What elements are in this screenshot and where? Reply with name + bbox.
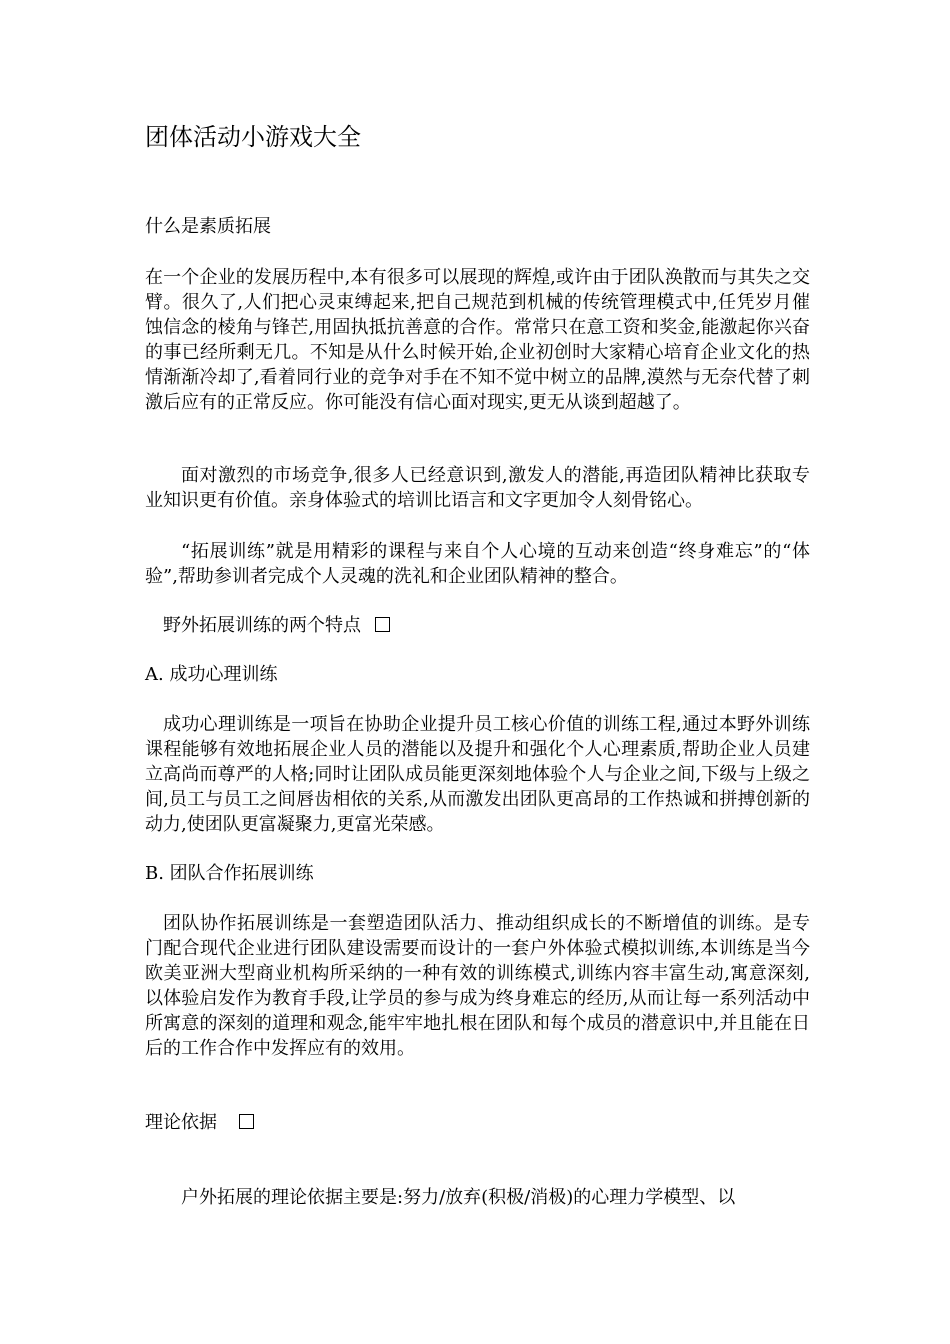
paragraph-success-psychology: 成功心理训练是一项旨在协助企业提升员工核心价值的训练工程,通过本野外训练课程能够有效地拓展企业人员的潜能以及提升和强化个人心理素质,帮助企业人员建立高尚而尊严的人格;同时让团队成员能更深刻地体验个人与企业之间,下级与上级之间,员工与员工之间唇齿相依的关系,从而激发出团队更高昂的工作热诚和拼搏创新的动力,使团队更富凝聚力,更富光荣感。 — [145, 714, 810, 835]
paragraph-expansion-definition: “拓展训练”就是用精彩的课程与来自个人心境的互动来创造“终身难忘”的“体验”,帮助参训者完成个人灵魂的洗礼和企业团队精神的整合。 — [145, 541, 810, 587]
section-heading-theory-basis — [145, 1110, 254, 1135]
paragraph-competition: 面对激烈的市场竞争,很多人已经意识到,激发人的潜能,再造团队精神比获取专业知识更有价值。亲身体验式的培训比语言和文字更加令人刻骨铭心。 — [145, 465, 810, 511]
subheading-success-psychology: A. 成功心理训练 — [145, 664, 278, 685]
document-title: 团体活动小游戏大全 — [145, 123, 361, 151]
paragraph-intro: 在一个企业的发展历程中,本有很多可以展现的辉煌,或许由于团队涣散而与其失之交臂。很久了,人们把心灵束缚起来,把自己规范到机械的传统管理模式中,任凭岁月催蚀信念的棱角与锋芒,用固执抵抗善意的合作。常常只在意工资和奖金,能激起你兴奋的事已经所剩无几。不知是从什么时候开始,企业初创时大家精心培育企业文化的热情渐渐冷却了,看着同行业的竞争对手在不知不觉中树立的品牌,漠然与无奈代替了刺激后应有的正常反应。你可能没有信心面对现实,更无从谈到超越了。 — [145, 267, 810, 413]
subheading-team-cooperation: B. 团队合作拓展训练 — [145, 863, 314, 884]
section-heading-theory-basis-text: 理论依据 — [145, 1112, 217, 1133]
paragraph-team-cooperation: 团队协作拓展训练是一套塑造团队活力、推动组织成长的不断增值的训练。是专门配合现代企业进行团队建设需要而设计的一套户外体验式模拟训练,本训练是当今欧美亚洲大型商业机构所采纳的一种有效的训练模式,训练内容丰富生动,寓意深刻,以体验启发作为教育手段,让学员的参与成为终身难忘的经历,从而让每一系列活动中所寓意的深刻的道理和观念,能牢牢地扎根在团队和每个成员的潜意识中,并且能在日后的工作合作中发挥应有的效用。 — [145, 913, 810, 1059]
paragraph-theory-basis: 户外拓展的理论依据主要是:努力/放弃(积极/消极)的心理力学模型、以 — [181, 1187, 736, 1208]
checkbox-square-icon — [239, 1114, 254, 1129]
section-heading-two-features-text: 野外拓展训练的两个特点 — [163, 615, 361, 636]
section-heading-two-features — [163, 613, 390, 638]
checkbox-square-icon — [375, 617, 390, 632]
section-heading-quality-expansion: 什么是素质拓展 — [145, 216, 271, 237]
